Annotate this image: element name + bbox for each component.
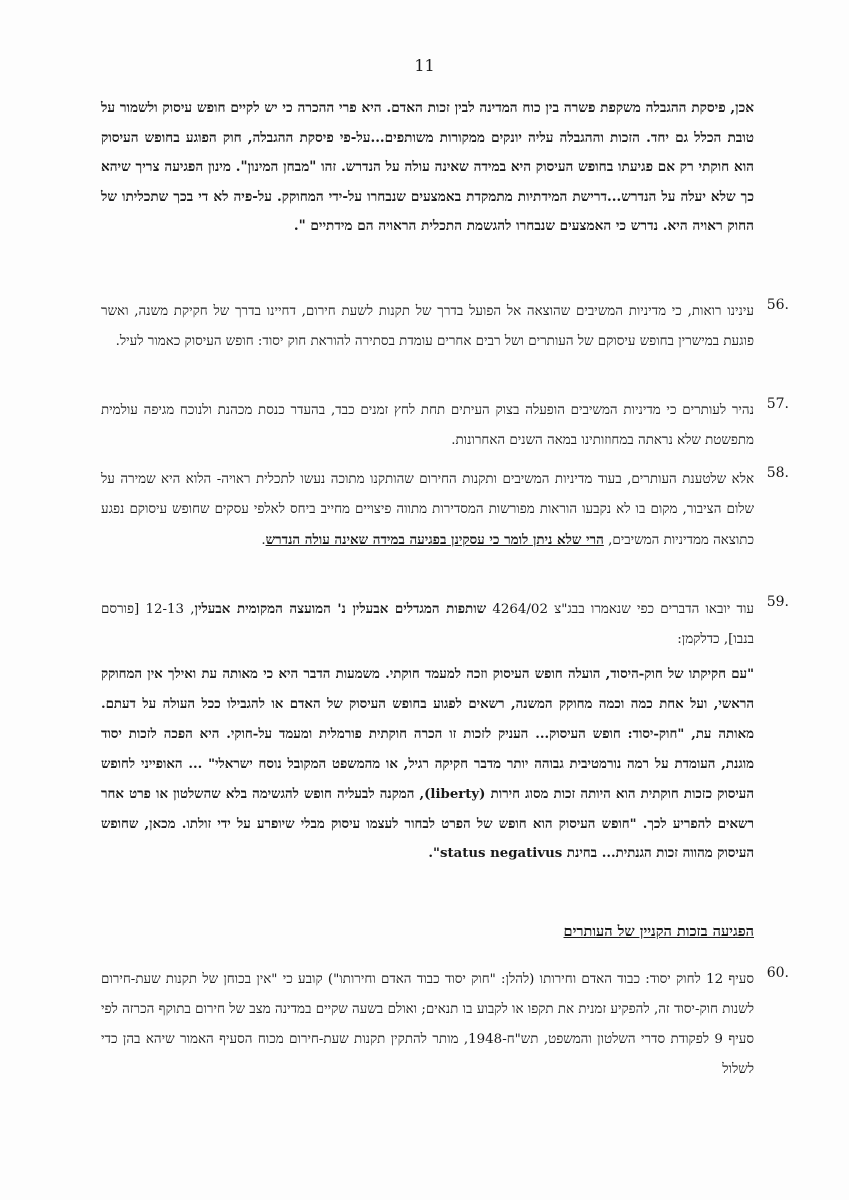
paragraph-number: 58. — [766, 465, 789, 481]
paragraph-text-end: . — [261, 533, 266, 548]
paragraph-text-main: עוד יובאו הדברים כפי שנאמרו בבג"צ 4264/02 — [486, 602, 754, 617]
page-number: 11 — [414, 56, 435, 75]
case-citation: שותפות המגדלים אבעלין נ' המועצה המקומית אבעלין — [194, 601, 487, 617]
paragraph-number: 59. — [766, 594, 789, 610]
paragraph-text: סעיף 12 לחוק יסוד: כבוד האדם וחירותו (להלן: "חוק יסוד כבוד האדם וחירותו") קובע כי "אין בכוחן של תקנות שעת-חירום לשנות חוק-יסוד זה, להפקיע זמנית את תקפו או לקבוע בו תנאים; ואולם בשעה שקיים במדינה מצב של חירום בתוקף הכרזה לפי סעיף 9 לפקודת סדרי השלטון והמשפט, תש"ח-1948, מותר להתקין תקנות שעת-חירום מכוח הסעיף האמור שיהא בהן כדי לשלול — [101, 972, 755, 1077]
paragraph-60 — [101, 965, 789, 1085]
paragraph-59 — [101, 594, 789, 655]
paragraph-text-main: אלא שלטענת העותרים, בעוד מדיניות המשיבים ותקנות החירום שהותקנו מתוכה נעשו לתכלית ראויה- הלוא היא שמירה על שלום הציבור, מקום בו לא נקבעו הוראות מפורשות המסדירות מתווה פיצויים מחייב ביחס לאלפי עסקים שחופש עיסוקם נפגע כתוצאה ממדיניות המשיבים, — [101, 472, 754, 548]
paragraph-text: נהיר לעותרים כי מדיניות המשיבים הופעלה בצוק העיתים תחת לחץ זמנים כבד, בהעדר כנסת מכהנת ולנוכח מגיפה עולמית מתפשטת שלא נראתה במחוזותינו במאה השנים האחרונות. — [101, 403, 754, 448]
paragraph-number: 57. — [766, 396, 789, 412]
paragraph-text-end: , 12-13 [פורסם בנבו], כדלקמן: — [101, 602, 754, 647]
paragraph-58 — [101, 465, 789, 556]
paragraph-number: 56. — [766, 297, 789, 313]
block-quote-2: "עם חקיקתו של חוק-היסוד, הועלה חופש העיסוק וזכה למעמד חוקתי. משמעות הדבר היא כי מאותה עת ואילך אין המחוקק הראשי, ועל אחת כמה וכמה מחוקק המשנה, רשאים לפגוע בחופש העיסוק של האדם או להגבילו ככל העולה על דעתם. מאותה עת, "חוק-יסוד: חופש העיסוק... העניק לזכות זו הכרה חוקתית פורמלית ומעמד על-חוקי. היא הפכה לזכות יסוד מוגנת, העומדת על רמה נורמטיבית גבוהה יותר מדבר חקיקה רגיל, או מהמשפט המקובל נוסח ישראלי" ... האופייני לחופש העיסוק כזכות חוקתית הוא היותה זכות מסוג חירות (liberty), המקנה לבעליה חופש להגשימה בלא שהשלטון או פרט אחר רשאים להפריע לכך. "חופש העיסוק הוא חופש של הפרט לבחור לעצמו עיסוק מבלי שיופרע על ידי זולתו. מכאן, שחופש העיסוק מהווה זכות הגנתית... בחינת status negativus". — [101, 667, 754, 862]
emphasized-conclusion: הרי שלא ניתן לומר כי עסקינן בפגיעה במידה שאינה עולה הנדרש — [265, 532, 604, 548]
block-quote-1: אכן, פיסקת ההגבלה משקפת פשרה בין כוח המדינה לבין זכות האדם. היא פרי ההכרה כי יש לקיים חופש עיסוק ולשמור על טובת הכלל גם יחד. הזכות וההגבלה עליה יונקים ממקורות משותפים...על-פי פיסקת ההגבלה, חוק הפוגע בחופש העיסוק הוא חוקתי רק אם פגיעתו בחופש העיסוק היא במידה שאינה עולה על הנדרש. זהו "מבחן המינון". מינון הפגיעה צריך שיהא כך שלא יעלה על הנדרש...דרישת המידתיות מתמקדת באמצעים שנבחרו על-ידי המחוקק. על-פיה לא די בכך שתכליתו של החוק ראויה היא. נדרש כי האמצעים שנבחרו להגשמת התכלית הראויה הם מידתיים ". — [101, 100, 754, 235]
paragraph-56 — [101, 297, 789, 357]
paragraph-57 — [101, 396, 789, 456]
paragraph-text — [101, 594, 754, 655]
paragraph-text: עינינו רואות, כי מדיניות המשיבים שהוצאה אל הפועל בדרך של תקנות לשעת חירום, דחיינו בדרך של חקיקת משנה, ואשר פוגעת במישרין בחופש עיסוקם של העותרים ושל רבים אחרים עומדת בסתירה להוראת חוק יסוד: חופש העיסוק כאמור לעיל. — [101, 304, 754, 349]
paragraph-text — [101, 465, 754, 556]
section-heading: הפגיעה בזכות הקניין של העותרים — [563, 923, 754, 940]
paragraph-number: 60. — [766, 965, 789, 981]
